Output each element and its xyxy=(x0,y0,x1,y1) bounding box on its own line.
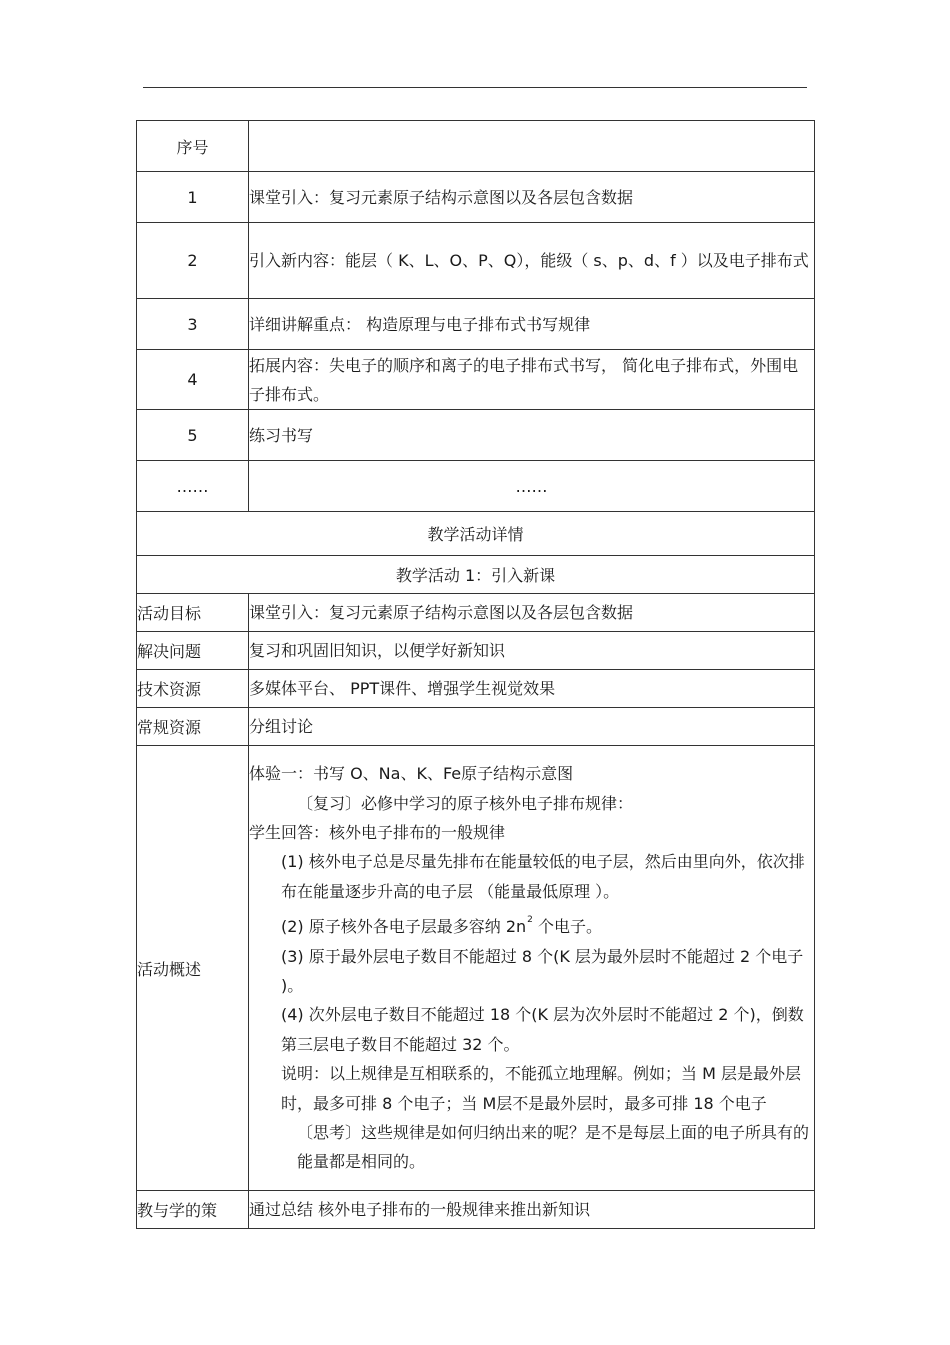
strategy-value: 通过总结 核外电子排布的一般规律来推出新知识 xyxy=(249,1191,815,1229)
outline-row-num: 3 xyxy=(137,299,249,350)
outline-header-num: 序号 xyxy=(137,121,249,172)
activity-title-row xyxy=(137,556,815,594)
outline-row-text: 练习书写 xyxy=(249,410,815,461)
outline-row xyxy=(137,299,815,350)
outline-row xyxy=(137,172,815,223)
overview-explanation: 说明：以上规律是互相联系的，不能孤立地理解。例如；当 M 层是最外层时，最多可排 8 个电子；当 M层不是最外层时，最多可排 18 个电子 xyxy=(281,1064,801,1113)
outline-row xyxy=(137,223,815,299)
overview-content xyxy=(249,746,815,1191)
activity-goal-value: 课堂引入：复习元素原子结构示意图以及各层包含数据 xyxy=(249,594,815,632)
regular-resource-row xyxy=(137,708,815,746)
lesson-plan-table xyxy=(136,120,815,1229)
problem-value: 复习和巩固旧知识，以便学好新知识 xyxy=(249,632,815,670)
overview-rule-4: (4) 次外层电子数目不能超过 18 个(K 层为次外层时不能超过 2 个)，倒数第三层电子数目不能超过 32 个。 xyxy=(281,1005,804,1054)
outline-row-text: 引入新内容：能层（ K、L、O、P、Q），能级（ s、p、d、f ）以及电子排布式 xyxy=(249,223,815,299)
outline-header-content xyxy=(249,121,815,172)
rule-2-text: (2) 原子核外各电子层最多容纳 2n xyxy=(281,917,527,937)
overview-rule-3: (3) 原于最外层电子数目不能超过 8 个(K 层为最外层时不能超过 2 个电子 )。 xyxy=(281,946,804,995)
outline-row-num: 5 xyxy=(137,410,249,461)
overview-rule-1: (1) 核外电子总是尽量先排布在能量较低的电子层，然后由里向外，依次排布在能量逐步升高的电子层 （能量最低原理 ）。 xyxy=(281,852,805,901)
regular-resource-value: 分组讨论 xyxy=(249,708,815,746)
details-title: 教学活动详情 xyxy=(137,512,815,556)
outline-row-text: …… xyxy=(249,461,815,512)
activity-goal-label: 活动目标 xyxy=(137,594,249,632)
outline-header-row xyxy=(137,121,815,172)
overview-label: 活动概述 xyxy=(137,746,249,1191)
outline-row xyxy=(137,410,815,461)
outline-row-text: 拓展内容：失电子的顺序和离子的电子排布式书写， 简化电子排布式，外围电子排布式。 xyxy=(249,350,815,410)
outline-row-num: 2 xyxy=(137,223,249,299)
superscript-2: 2 xyxy=(527,915,533,926)
tech-resource-row xyxy=(137,670,815,708)
overview-review: 〔复习〕必修中学习的原子核外电子排布规律： xyxy=(297,793,634,813)
rule-2-tail: 个电子。 xyxy=(532,917,602,937)
activity-goal-row xyxy=(137,594,815,632)
overview-experience: 体验一：书写 O、Na、K、Fe原子结构示意图 xyxy=(249,764,574,784)
outline-row xyxy=(137,350,815,410)
overview-student-answer: 学生回答：核外电子排布的一般规律 xyxy=(249,822,506,842)
activity-title: 教学活动 1：引入新课 xyxy=(137,556,815,594)
outline-row-num: …… xyxy=(137,461,249,512)
overview-row xyxy=(137,746,815,1191)
header-rule xyxy=(143,87,807,88)
problem-row xyxy=(137,632,815,670)
strategy-row xyxy=(137,1191,815,1229)
tech-resource-label: 技术资源 xyxy=(137,670,249,708)
outline-row-num: 4 xyxy=(137,350,249,410)
regular-resource-label: 常规资源 xyxy=(137,708,249,746)
outline-row-text: 详细讲解重点： 构造原理与电子排布式书写规律 xyxy=(249,299,815,350)
outline-row xyxy=(137,461,815,512)
overview-thinking: 〔思考〕这些规律是如何归纳出来的呢？是不是每层上面的电子所具有的能量都是相同的。 xyxy=(297,1123,810,1172)
outline-row-text: 课堂引入：复习元素原子结构示意图以及各层包含数据 xyxy=(249,172,815,223)
strategy-label: 教与学的策 xyxy=(137,1191,249,1229)
overview-rule-2 xyxy=(249,906,814,941)
problem-label: 解决问题 xyxy=(137,632,249,670)
tech-resource-value: 多媒体平台、 PPT课件、增强学生视觉效果 xyxy=(249,670,815,708)
details-title-row xyxy=(137,512,815,556)
outline-row-num: 1 xyxy=(137,172,249,223)
